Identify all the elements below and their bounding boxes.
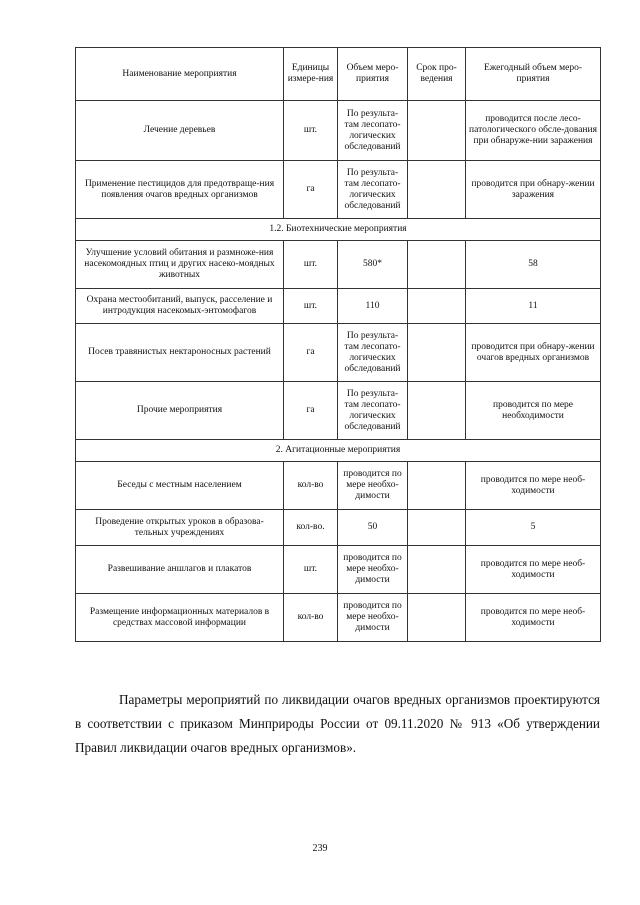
- cell-name: Лечение деревьев: [76, 101, 284, 161]
- cell-annual: проводится по мере необходимости: [466, 382, 601, 440]
- cell-term: [408, 546, 466, 594]
- table-row: [76, 161, 601, 219]
- table-row: [76, 594, 601, 642]
- table-row: [76, 101, 601, 161]
- page-number: 239: [312, 843, 328, 854]
- cell-term: [408, 241, 466, 289]
- cell-unit: га: [284, 382, 338, 440]
- cell-name: Улучшение условий обитания и размноже-ния насекомоядных птиц и других насеко-моядных животных: [76, 241, 284, 289]
- cell-unit: шт.: [284, 289, 338, 324]
- cell-unit: га: [284, 324, 338, 382]
- cell-term: [408, 510, 466, 546]
- cell-annual: 5: [466, 510, 601, 546]
- table-row: [76, 324, 601, 382]
- table-row: [76, 241, 601, 289]
- cell-unit: шт.: [284, 241, 338, 289]
- cell-name: Применение пестицидов для предотвраще-ния появления очагов вредных организмов: [76, 161, 284, 219]
- section-row: [76, 440, 601, 462]
- cell-volume: 110: [338, 289, 408, 324]
- cell-annual: проводится по мере необ-ходимости: [466, 462, 601, 510]
- cell-name: Проведение открытых уроков в образова-тельных учреждениях: [76, 510, 284, 546]
- table-row: [76, 546, 601, 594]
- cell-volume: По результа-там лесопато-логических обследований: [338, 161, 408, 219]
- cell-term: [408, 594, 466, 642]
- cell-volume: проводится по мере необхо-димости: [338, 462, 408, 510]
- cell-term: [408, 462, 466, 510]
- cell-name: Размещение информационных материалов в средствах массовой информации: [76, 594, 284, 642]
- cell-name: Охрана местообитаний, выпуск, расселение и интродукция насекомых-энтомофагов: [76, 289, 284, 324]
- cell-term: [408, 101, 466, 161]
- cell-annual: проводится по мере необ-ходимости: [466, 594, 601, 642]
- cell-term: [408, 289, 466, 324]
- cell-annual: проводится после лесо-патологического обсле-дования при обнаруже-нии заражения: [466, 101, 601, 161]
- cell-volume: По результа-там лесопато-логических обследований: [338, 101, 408, 161]
- cell-annual: проводится по мере необ-ходимости: [466, 546, 601, 594]
- cell-unit: кол-во: [284, 594, 338, 642]
- cell-name: Развешивание аншлагов и плакатов: [76, 546, 284, 594]
- cell-term: [408, 161, 466, 219]
- table-row: [76, 382, 601, 440]
- table-row: [76, 462, 601, 510]
- cell-unit: кол-во: [284, 462, 338, 510]
- cell-unit: шт.: [284, 546, 338, 594]
- cell-volume: проводится по мере необхо-димости: [338, 546, 408, 594]
- cell-term: [408, 324, 466, 382]
- cell-annual: 58: [466, 241, 601, 289]
- section-title-biotech: 1.2. Биотехнические мероприятия: [76, 219, 601, 241]
- cell-annual: проводится при обнару-жении очагов вредных организмов: [466, 324, 601, 382]
- cell-unit: га: [284, 161, 338, 219]
- table-row: [76, 510, 601, 546]
- cell-term: [408, 382, 466, 440]
- header-unit: Единицы измере-ния: [284, 48, 338, 101]
- cell-volume: 580*: [338, 241, 408, 289]
- body-paragraph: Параметры мероприятий по ликвидации очагов вредных организмов проектируются в соответствии с приказом Минприроды России от 09.11.2020 № 913 «Об утверждении Правил ликвидации очагов вредных организмов».: [75, 692, 600, 755]
- cell-name: Беседы с местным населением: [76, 462, 284, 510]
- table-row: [76, 289, 601, 324]
- cell-unit: кол-во.: [284, 510, 338, 546]
- section-title-agit: 2. Агитационные мероприятия: [76, 440, 601, 462]
- header-volume: Объем меро-приятия: [338, 48, 408, 101]
- cell-annual: проводится при обнару-жении заражения: [466, 161, 601, 219]
- table-header-row: [76, 48, 601, 101]
- cell-volume: проводится по мере необхо-димости: [338, 594, 408, 642]
- cell-annual: 11: [466, 289, 601, 324]
- cell-unit: шт.: [284, 101, 338, 161]
- header-annual: Ежегодный объем меро-приятия: [466, 48, 601, 101]
- cell-volume: По результа-там лесопато-логических обследований: [338, 382, 408, 440]
- cell-volume: По результа-там лесопато-логических обследований: [338, 324, 408, 382]
- cell-name: Прочие мероприятия: [76, 382, 284, 440]
- section-row: [76, 219, 601, 241]
- header-name: Наименование мероприятия: [76, 48, 284, 101]
- cell-volume: 50: [338, 510, 408, 546]
- header-term: Срок про-ведения: [408, 48, 466, 101]
- measures-table: [75, 47, 601, 642]
- cell-name: Посев травянистых нектароносных растений: [76, 324, 284, 382]
